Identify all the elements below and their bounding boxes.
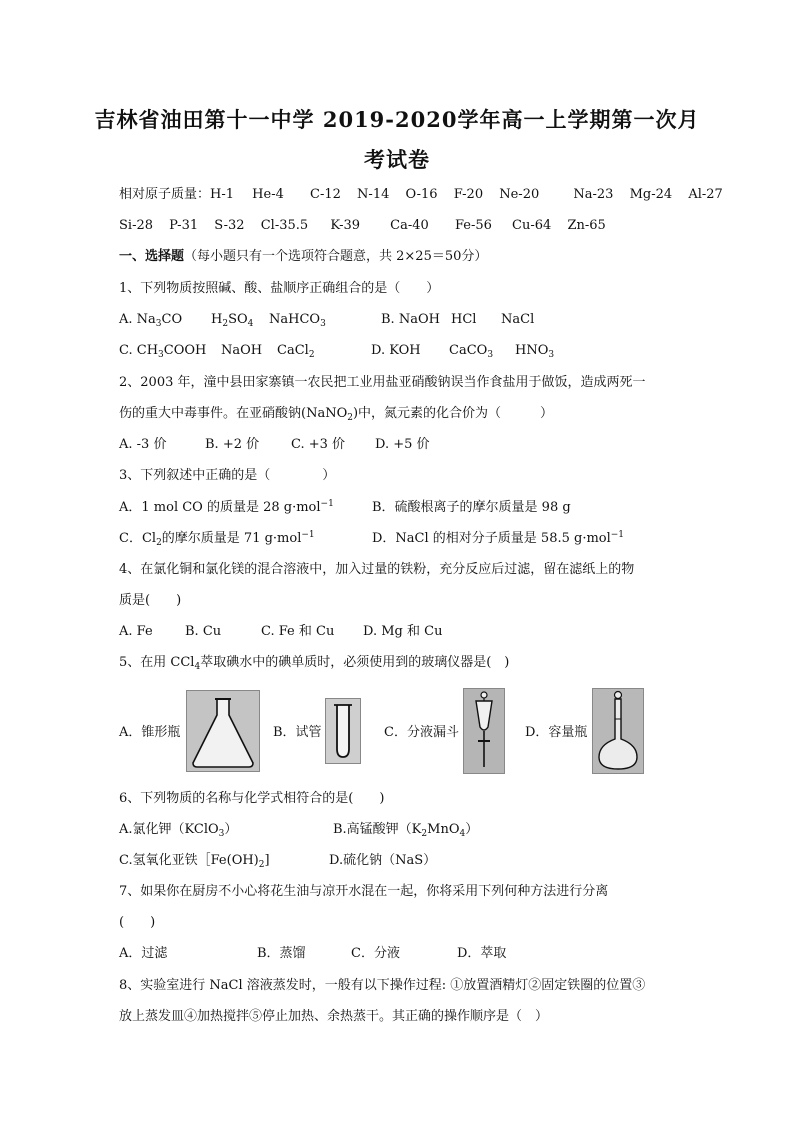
q5-stem: 5、在用 CCl$_4$萃取碘水中的碘单质时，必须使用到的玻璃仪器是( )	[119, 655, 510, 672]
erlenmeyer-flask-image	[186, 690, 260, 772]
q7-paren: ( )	[119, 915, 156, 930]
q4-line1: 4、在氯化铜和氯化镁的混合溶液中，加入过量的铁粉，充分反应后过滤，留在滤纸上的物	[119, 562, 635, 577]
separatory-funnel-image	[463, 688, 505, 774]
exam-title-line1: 吉林省油田第十一中学 2019-2020学年高一上学期第一次月	[94, 107, 700, 132]
atomic-masses-row1: 相对原子质量：H-1 He-4 C-12 N-14 O-16 F-20 Ne-20 Na-23 Mg-24 Al-27	[119, 187, 723, 202]
volumetric-flask-image	[592, 688, 644, 774]
test-tube-image	[325, 698, 361, 764]
q3-options-cd: C．$Cl_2$的摩尔质量是 71 g·mol$^{-1}$ D．NaCl 的相对分子质量是 58.5 g·mol$^{-1}$	[119, 530, 625, 548]
q8-line2: 放上蒸发皿④加热搅拌⑤停止加热、余热蒸干。其正确的操作顺序是（ ）	[119, 1009, 549, 1024]
atomic-masses-row2: Si-28 P-31 S-32 Cl-35.5 K-39 Ca-40 Fe-56 Cu-64 Zn-65	[119, 218, 606, 233]
q5-option-c-label: C．分液漏斗	[384, 725, 459, 740]
q6-stem: 6、下列物质的名称与化学式相符合的是( )	[119, 791, 385, 806]
q2-line2: 伤的重大中毒事件。在亚硝酸钠(NaNO$_2$)中，氮元素的化合价为（ ）	[119, 406, 554, 423]
q2-options: A. -3 价 B. +2 价 C. +3 价 D. +5 价	[119, 437, 430, 452]
q7-options: A．过滤 B．蒸馏 C．分液 D．萃取	[119, 946, 507, 961]
q5-option-d-label: D．容量瓶	[525, 725, 588, 740]
q1-options-cd: C. $CH_3COOH$ NaOH CaCl$_2$ D. KOH CaCO$_3$ $HNO_3$	[119, 343, 555, 360]
q6-options-cd: C.氢氧化亚铁$[Fe(OH)_2$] D.硫化钠（NaS）	[119, 853, 437, 870]
q1-options-ab: A. $Na_3CO$ $H_2SO_4$ NaHCO$_3$ B. NaOH HCl NaCl	[119, 312, 535, 329]
q5-option-b-label: B．试管	[273, 725, 322, 740]
q1-stem: 1、下列物质按照碱、酸、盐顺序正确组合的是（ ）	[119, 281, 440, 296]
q7-stem: 7、如果你在厨房不小心将花生油与凉开水混在一起，你将采用下列何种方法进行分离	[119, 884, 609, 899]
q8-line1: 8、实验室进行 NaCl 溶液蒸发时，一般有以下操作过程: ①放置酒精灯②固定铁圈的位置③	[119, 978, 646, 993]
q3-options-ab: A．1 mol CO 的质量是 28 g·mol$^{-1}$ B．硫酸根离子的摩尔质量是 98 g	[119, 499, 571, 515]
q3-stem: 3、下列叙述中正确的是（ ）	[119, 468, 336, 483]
q4-options: A. Fe B. Cu C. Fe 和 Cu D. Mg 和 Cu	[119, 624, 443, 639]
q4-line2: 质是( )	[119, 593, 182, 608]
section-heading: 一、选择题（每小题只有一个选项符合题意，共 2×25＝50分）	[119, 249, 488, 264]
exam-title-line2: 考试卷	[364, 147, 430, 172]
q2-line1: 2、2003 年，潼中县田家寨镇一农民把工业用盐亚硝酸钠误当作食盐用于做饭，造成两死一	[119, 375, 646, 390]
q6-options-ab: A.氯化钾（KClO$_3$） B.高锰酸钾$(K_2MnO_4)$	[119, 822, 479, 839]
q5-option-a-label: A．锥形瓶	[119, 725, 181, 740]
